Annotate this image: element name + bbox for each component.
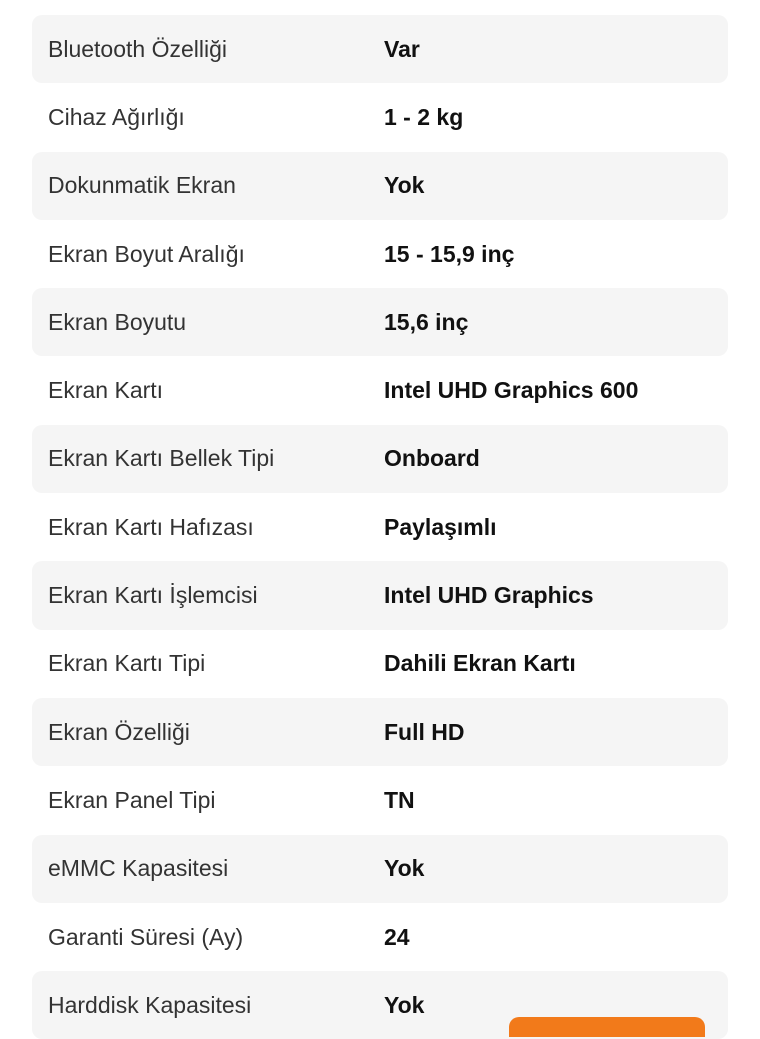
spec-label: eMMC Kapasitesi (48, 855, 229, 882)
spec-value: 15 - 15,9 inç (384, 240, 515, 267)
product-spec-list (32, 15, 728, 1039)
spec-value: Var (384, 35, 420, 62)
spec-value: 15,6 inç (384, 308, 469, 335)
spec-row (32, 288, 728, 356)
spec-label: Ekran Kartı İşlemcisi (48, 582, 258, 609)
spec-label: Cihaz Ağırlığı (48, 103, 185, 130)
add-to-cart-button-edge[interactable] (509, 1017, 705, 1037)
spec-row (32, 15, 728, 83)
spec-value: Full HD (384, 718, 465, 745)
spec-label: Ekran Kartı Hafızası (48, 513, 254, 540)
spec-label: Ekran Panel Tipi (48, 786, 216, 813)
spec-label: Ekran Özelliği (48, 718, 190, 745)
spec-value: Paylaşımlı (384, 513, 497, 540)
spec-value: TN (384, 786, 415, 813)
spec-label: Bluetooth Özelliği (48, 35, 227, 62)
spec-label: Ekran Boyut Aralığı (48, 240, 245, 267)
spec-value: Intel UHD Graphics 600 (384, 377, 639, 404)
spec-label: Ekran Boyutu (48, 308, 187, 335)
spec-row (32, 356, 728, 424)
spec-row (32, 220, 728, 288)
spec-row (32, 425, 728, 493)
spec-value: Dahili Ekran Kartı (384, 650, 576, 677)
spec-value: Yok (384, 172, 425, 199)
spec-value: Yok (384, 991, 425, 1018)
spec-label: Ekran Kartı Tipi (48, 650, 206, 677)
spec-label: Harddisk Kapasitesi (48, 991, 252, 1018)
spec-label: Garanti Süresi (Ay) (48, 923, 244, 950)
spec-value: Yok (384, 855, 425, 882)
spec-value: Onboard (384, 445, 480, 472)
spec-row (32, 152, 728, 220)
spec-row (32, 835, 728, 903)
spec-row (32, 630, 728, 698)
spec-row (32, 493, 728, 561)
spec-label: Ekran Kartı Bellek Tipi (48, 445, 275, 472)
spec-value: Intel UHD Graphics (384, 582, 594, 609)
spec-value: 1 - 2 kg (384, 103, 464, 130)
spec-value: 24 (384, 923, 410, 950)
spec-row (32, 698, 728, 766)
spec-row (32, 903, 728, 971)
spec-row (32, 766, 728, 834)
spec-label: Ekran Kartı (48, 377, 164, 404)
spec-label: Dokunmatik Ekran (48, 172, 236, 199)
spec-row (32, 561, 728, 629)
spec-row (32, 83, 728, 151)
